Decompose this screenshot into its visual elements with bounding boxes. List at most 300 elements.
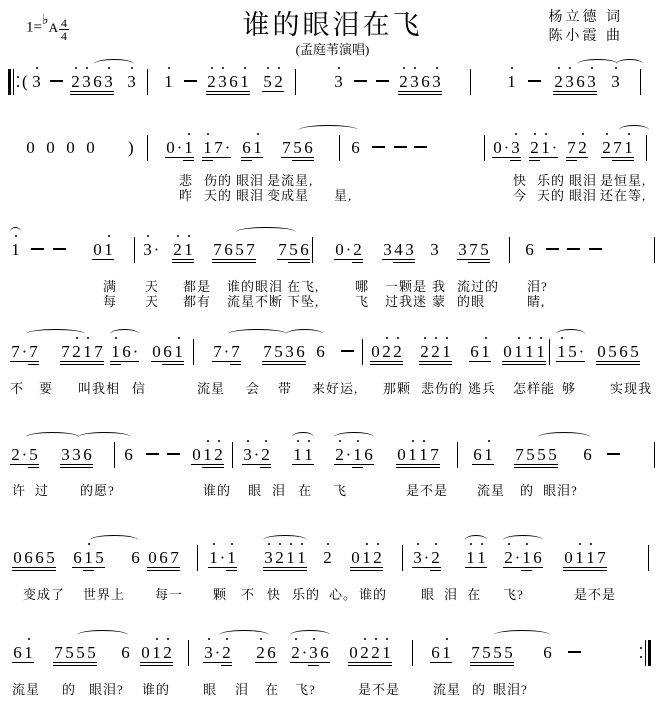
underline xyxy=(535,364,546,365)
duration-dash xyxy=(50,80,63,82)
note-digit: 6 xyxy=(583,445,592,464)
lyric: 天 xyxy=(145,279,160,294)
underline xyxy=(140,665,151,666)
rest-glyph: 0 xyxy=(26,138,35,157)
note xyxy=(45,138,56,157)
underline xyxy=(226,570,237,571)
underline xyxy=(202,160,213,161)
underline xyxy=(285,570,296,571)
octave-dot xyxy=(366,543,368,545)
underline xyxy=(92,259,103,260)
lyricist-credit: 杨立德 词 xyxy=(548,10,623,25)
note-digit: 7 xyxy=(262,342,273,361)
note-digit: 2 xyxy=(529,138,540,157)
underline xyxy=(420,94,431,95)
barline xyxy=(648,545,649,571)
note-digit: 7 xyxy=(470,643,481,662)
lyric: 眼泪 xyxy=(569,173,598,188)
octave-dot xyxy=(265,440,267,442)
underline xyxy=(476,567,487,568)
underline xyxy=(274,570,285,571)
octave-dot xyxy=(188,133,190,135)
duration-dash xyxy=(341,350,354,352)
lyric: 今 xyxy=(513,188,528,203)
lyric: 世界上 xyxy=(83,587,126,602)
slur-arc xyxy=(465,535,487,545)
note-digit: 7 xyxy=(169,548,180,567)
dot-of-prolongation: · xyxy=(345,445,352,464)
underline xyxy=(513,361,524,362)
lyric: 不 xyxy=(241,587,256,602)
barline xyxy=(114,442,115,468)
underline xyxy=(162,665,173,666)
note-group xyxy=(10,445,39,464)
lyric: 许 xyxy=(12,483,27,498)
repeat-thick-bar xyxy=(648,640,651,666)
note-digit: 6 xyxy=(223,240,234,259)
slur-arc xyxy=(26,432,80,442)
note-digit: 7 xyxy=(214,138,223,157)
lyric: 在 xyxy=(467,587,482,602)
note-digit: 5 xyxy=(629,342,640,361)
note-digit: 6 xyxy=(92,72,103,91)
duration-dash xyxy=(372,146,385,148)
underline xyxy=(234,262,245,263)
underline xyxy=(10,361,21,362)
note-digit: 7 xyxy=(28,342,39,361)
underline xyxy=(623,157,634,158)
note-digit: 5 xyxy=(568,342,577,361)
slur-arc xyxy=(110,329,139,339)
underline xyxy=(392,361,403,362)
note-digit: 7 xyxy=(566,138,577,157)
underline xyxy=(503,157,510,158)
octave-dot xyxy=(168,67,170,69)
note-digit: 5 xyxy=(547,445,558,464)
lyric: 是恒星, xyxy=(600,173,647,188)
underline xyxy=(239,91,250,92)
lyric: 信 xyxy=(132,381,147,396)
underline xyxy=(162,361,173,362)
barline xyxy=(457,442,458,468)
underline xyxy=(273,364,284,365)
underline xyxy=(556,361,567,362)
duration-dash xyxy=(376,80,389,82)
underline xyxy=(121,361,132,362)
note-digit: 3 xyxy=(431,72,442,91)
underline xyxy=(536,467,547,468)
underline xyxy=(563,570,574,571)
underline xyxy=(612,160,623,161)
note-digit: 1 xyxy=(483,445,494,464)
underline xyxy=(158,570,169,571)
lyric: 流星不断 xyxy=(227,294,284,309)
underline xyxy=(536,464,547,465)
note-digit: 3 xyxy=(142,240,153,259)
slur-arc xyxy=(619,125,649,135)
barline xyxy=(197,545,198,571)
underline xyxy=(234,259,245,260)
underline xyxy=(352,259,363,260)
underline xyxy=(28,361,39,362)
lyric: 流星 xyxy=(12,682,41,697)
octave-dot xyxy=(86,67,88,69)
octave-dot xyxy=(167,638,169,640)
octave-dot xyxy=(178,337,180,339)
lyric: 眼泪 xyxy=(236,173,265,188)
underline xyxy=(574,567,585,568)
note-group xyxy=(12,548,56,567)
duration-dash xyxy=(31,248,44,250)
barline xyxy=(654,442,655,468)
underline xyxy=(45,570,56,571)
note xyxy=(130,548,141,567)
underline xyxy=(502,364,513,365)
note-digit: 6 xyxy=(316,342,325,361)
note xyxy=(31,72,42,91)
note-group xyxy=(563,548,607,567)
underline xyxy=(262,361,273,362)
note-digit: 6 xyxy=(82,445,93,464)
underline xyxy=(521,570,532,571)
octave-dot xyxy=(231,543,233,545)
note-group xyxy=(290,643,330,662)
lyric: 颗 xyxy=(213,587,228,602)
note-digit: 3 xyxy=(60,445,71,464)
note-digit: 1 xyxy=(441,643,452,662)
note-digit: 6 xyxy=(295,342,306,361)
lyric: 快 xyxy=(267,587,282,602)
note-digit: 7 xyxy=(11,342,20,361)
barline xyxy=(470,69,471,95)
slur-arc xyxy=(94,59,134,69)
underline xyxy=(503,662,514,663)
lyric: 的眼 xyxy=(457,294,486,309)
octave-dot xyxy=(278,67,280,69)
lyric: 流星 xyxy=(197,381,226,396)
lyric: 哪 xyxy=(355,279,370,294)
repeat-dot xyxy=(17,85,19,87)
octave-dot xyxy=(435,543,437,545)
underline xyxy=(404,262,415,263)
barline xyxy=(412,640,413,666)
note-digit: 3 xyxy=(610,72,621,91)
underline xyxy=(213,157,224,158)
underline xyxy=(618,361,629,362)
octave-dot xyxy=(386,337,388,339)
note-group xyxy=(10,342,39,361)
note-digit: 1 xyxy=(480,342,491,361)
underline xyxy=(94,567,105,568)
note-digit: 3 xyxy=(103,72,114,91)
note-digit: 6 xyxy=(162,342,173,361)
underline xyxy=(296,570,307,571)
lyric: 快 xyxy=(513,173,528,188)
lyric: 来好运, xyxy=(312,381,359,396)
note-group xyxy=(470,643,514,662)
underline xyxy=(83,567,94,568)
note xyxy=(123,445,134,464)
slur-arc xyxy=(538,432,590,442)
underline xyxy=(23,570,34,571)
key-prefix: 1= xyxy=(26,19,42,36)
underline xyxy=(202,464,213,465)
note-digit: 2 xyxy=(70,72,81,91)
rest-glyph: 0 xyxy=(335,240,344,259)
note-digit: 7 xyxy=(282,138,291,157)
underline xyxy=(412,567,423,568)
lyric: 实现我 xyxy=(610,381,653,396)
lyric: 是流星, xyxy=(267,173,314,188)
dot-of-prolongation: · xyxy=(514,548,521,567)
note xyxy=(126,72,137,91)
underline xyxy=(575,94,586,95)
duration-dash xyxy=(414,146,427,148)
rest-glyph: 0 xyxy=(66,138,75,157)
underline xyxy=(212,361,223,362)
note-digit: 1 xyxy=(151,643,162,662)
underline xyxy=(361,570,372,571)
lyric: 谁的 xyxy=(142,682,171,697)
note-digit: 6 xyxy=(303,138,314,157)
underline xyxy=(398,91,409,92)
underline xyxy=(151,361,162,362)
underline xyxy=(577,157,588,158)
rest-glyph: 0 xyxy=(596,342,607,361)
underline xyxy=(547,467,558,468)
note-digit: 1 xyxy=(183,138,194,157)
underline xyxy=(308,665,319,666)
note-digit: 5 xyxy=(75,643,86,662)
lyric: 满 xyxy=(103,279,118,294)
note-digit: 3 xyxy=(409,72,420,91)
note xyxy=(163,72,174,91)
underline xyxy=(183,262,194,263)
underline xyxy=(503,567,514,568)
meter-denominator: 4 xyxy=(60,29,67,43)
underline xyxy=(381,662,392,663)
lyric: 是不是 xyxy=(358,682,401,697)
rest-glyph: 0 xyxy=(493,138,502,157)
octave-dot xyxy=(582,133,584,135)
underline xyxy=(132,361,139,362)
note-digit: 1 xyxy=(252,138,263,157)
note-digit: 2 xyxy=(221,643,232,662)
underline xyxy=(10,464,21,465)
note-group xyxy=(142,240,160,259)
octave-dot xyxy=(108,235,110,237)
underline xyxy=(585,570,596,571)
note-digit: 2 xyxy=(392,342,403,361)
lyric: 眼 xyxy=(203,682,218,697)
octave-dot xyxy=(156,638,158,640)
note-group xyxy=(334,445,374,464)
underline xyxy=(441,662,452,663)
underline xyxy=(277,259,288,260)
underline xyxy=(465,567,476,568)
underline xyxy=(202,157,213,158)
lyric: 都是 xyxy=(183,279,212,294)
underline xyxy=(273,361,284,362)
underline xyxy=(217,94,228,95)
underline xyxy=(392,364,403,365)
parenthesis: ) xyxy=(128,138,134,157)
lyric: 还在等, xyxy=(600,188,647,203)
lyric: 天的 xyxy=(204,188,233,203)
octave-dot xyxy=(211,67,213,69)
underline xyxy=(334,464,345,465)
underline xyxy=(176,157,183,158)
note-group xyxy=(553,72,597,91)
note-group xyxy=(492,138,521,157)
underline xyxy=(396,467,407,468)
octave-dot xyxy=(423,440,425,442)
underline xyxy=(479,259,490,260)
underline xyxy=(352,262,363,263)
note-group xyxy=(263,548,307,567)
underline xyxy=(183,157,194,158)
underline xyxy=(470,665,481,666)
lyric: 眼泪? xyxy=(543,483,578,498)
note-digit: 4 xyxy=(393,240,404,259)
underline xyxy=(223,259,234,260)
dot-of-prolongation: · xyxy=(153,240,160,259)
underline xyxy=(350,570,361,571)
rest-glyph: 0 xyxy=(502,342,513,361)
lyric: 我 xyxy=(432,279,447,294)
note-digit: 3 xyxy=(404,240,415,259)
underline xyxy=(83,570,94,571)
lyric: 的 xyxy=(62,682,77,697)
lyric: 是不是 xyxy=(574,587,617,602)
lyric: 眼泪? xyxy=(493,682,528,697)
note-digit: 3 xyxy=(242,445,253,464)
octave-dot xyxy=(540,337,542,339)
note-digit: 2 xyxy=(260,445,271,464)
lyric: 是不是 xyxy=(406,483,449,498)
underline xyxy=(419,361,430,362)
underline xyxy=(430,662,441,663)
note-digit: 2 xyxy=(255,643,266,662)
octave-dot xyxy=(208,638,210,640)
underline xyxy=(430,567,441,568)
underline xyxy=(431,91,442,92)
octave-dot xyxy=(446,337,448,339)
repeat-dot xyxy=(640,647,642,649)
note-digit: 1 xyxy=(239,72,250,91)
lyric: 飞 xyxy=(333,483,348,498)
lyric: 的 xyxy=(520,483,535,498)
note-group xyxy=(12,643,34,662)
underline xyxy=(82,364,93,365)
underline xyxy=(239,94,250,95)
note-digit: 1 xyxy=(163,72,174,91)
underline xyxy=(430,361,441,362)
underline xyxy=(363,464,374,465)
underline xyxy=(147,567,158,568)
underline xyxy=(110,364,121,365)
note-group xyxy=(281,138,314,157)
underline xyxy=(472,464,483,465)
underline xyxy=(381,665,392,666)
underline xyxy=(28,364,39,365)
note-digit: 3 xyxy=(263,548,274,567)
note-group xyxy=(502,342,546,361)
underline xyxy=(607,361,618,362)
underline xyxy=(266,662,277,663)
underline xyxy=(45,567,56,568)
rest-glyph: 0 xyxy=(147,548,158,567)
lyric: 谁的眼泪 xyxy=(227,279,284,294)
note-group xyxy=(60,342,104,361)
underline xyxy=(574,570,585,571)
note-digit: 5 xyxy=(479,240,490,259)
underline xyxy=(430,570,441,571)
note-group xyxy=(566,138,588,157)
repeat-begin-sign xyxy=(8,69,20,95)
underline xyxy=(457,259,468,260)
rest-glyph: 0 xyxy=(86,138,95,157)
underline xyxy=(172,262,183,263)
underline xyxy=(334,259,345,260)
underline xyxy=(566,160,577,161)
underline xyxy=(396,464,407,465)
underline xyxy=(607,364,618,365)
octave-dot xyxy=(558,67,560,69)
lyric: 星, xyxy=(334,188,353,203)
note-digit: 6 xyxy=(320,643,329,662)
lyric: 泪 xyxy=(444,587,459,602)
underline xyxy=(407,467,418,468)
underline xyxy=(480,361,491,362)
underline xyxy=(34,570,45,571)
underline xyxy=(28,464,39,465)
performer-subtitle: (孟庭苇演唱) xyxy=(295,42,370,57)
underline xyxy=(162,364,173,365)
underline xyxy=(81,94,92,95)
note-digit: 5 xyxy=(292,138,303,157)
lyric: 飞 xyxy=(355,294,370,309)
underline xyxy=(223,361,230,362)
note-group xyxy=(514,445,558,464)
slur-arc xyxy=(577,59,618,69)
underline xyxy=(203,662,214,663)
note-digit: 7 xyxy=(468,240,479,259)
note-digit: 5 xyxy=(86,643,97,662)
underline xyxy=(191,464,202,465)
note xyxy=(25,138,36,157)
underline xyxy=(60,361,71,362)
note-digit: 3 xyxy=(126,72,137,91)
underline xyxy=(75,665,86,666)
note xyxy=(120,643,131,662)
note-group xyxy=(202,138,231,157)
note-digit: 6 xyxy=(470,342,479,361)
lyric: 飞? xyxy=(503,587,524,602)
slur-arc xyxy=(263,535,307,545)
underline xyxy=(92,94,103,95)
rest-glyph: 0 xyxy=(93,240,102,259)
note-digit: 7 xyxy=(429,445,440,464)
underline xyxy=(208,567,219,568)
underline xyxy=(469,361,480,362)
lyric: 流星 xyxy=(477,483,506,498)
underline xyxy=(21,464,28,465)
note-digit: 7 xyxy=(245,240,256,259)
note-digit: 6 xyxy=(575,72,586,91)
underline xyxy=(299,262,310,263)
note-digit: 2 xyxy=(172,240,183,259)
